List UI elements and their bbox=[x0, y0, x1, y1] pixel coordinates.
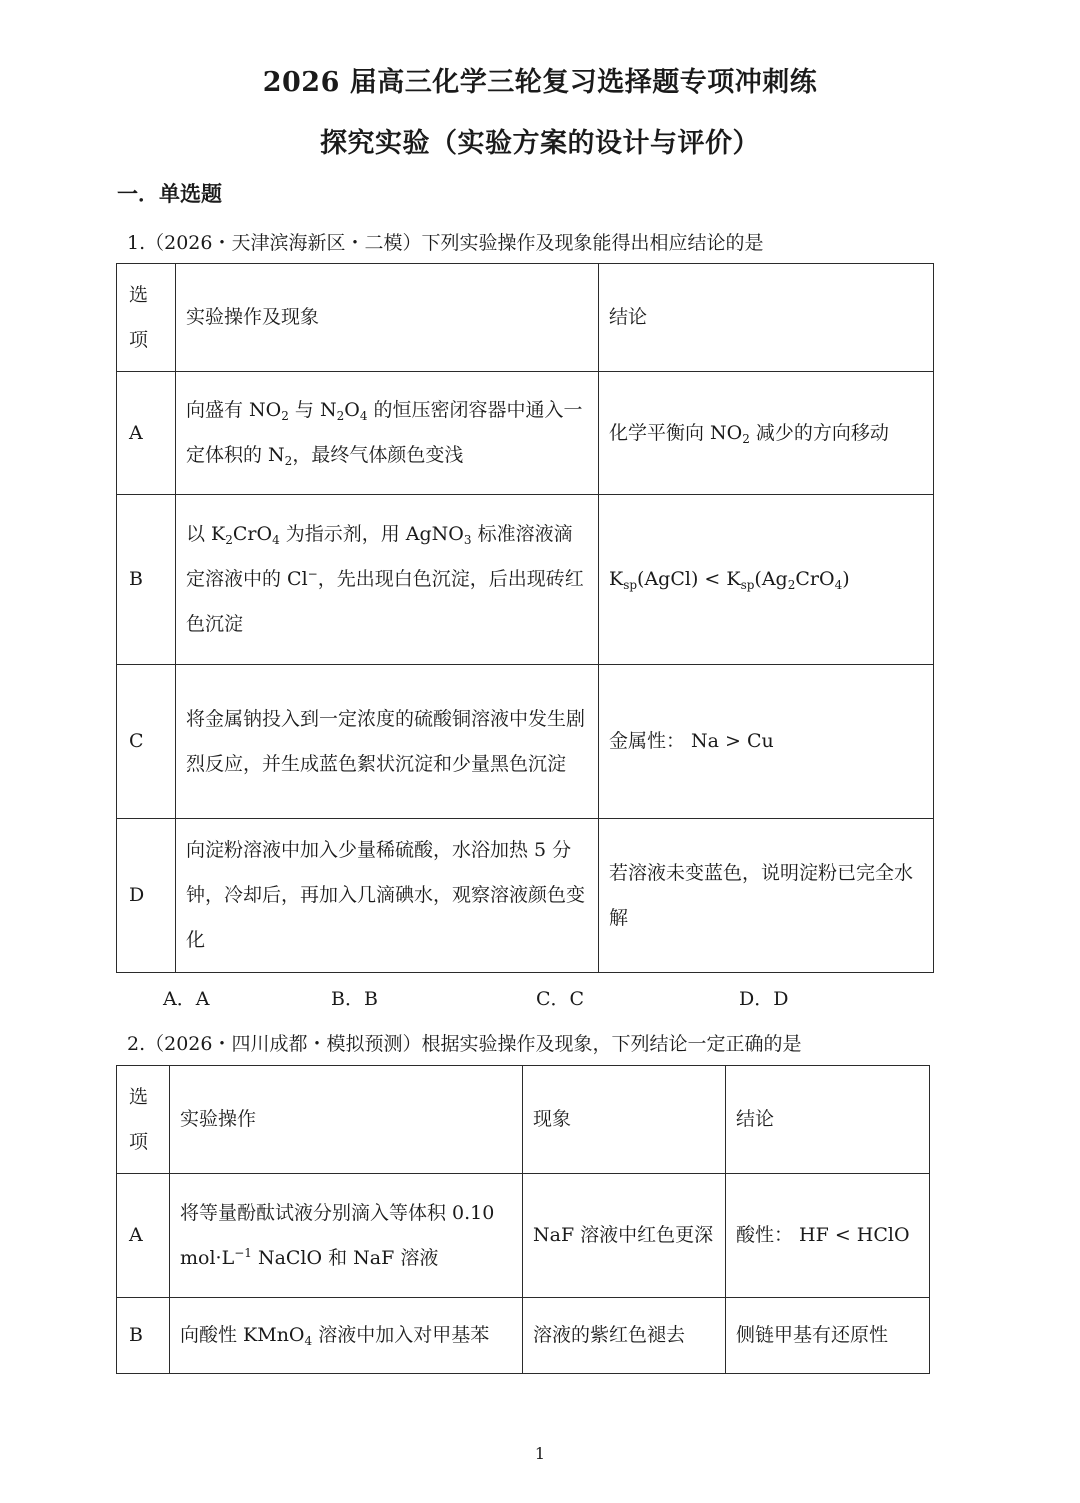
row-option: A bbox=[117, 372, 176, 495]
row-operation: 向酸性 KMnO$_4$ 溶液中加入对甲基苯 bbox=[170, 1298, 523, 1374]
row-conclusion: 金属性： Na > Cu bbox=[599, 665, 934, 819]
row-operation: 以 $K_2CrO_4$ 为指示剂，用 AgNO$_3$ 标准溶液滴定溶液中的 Cl−，先出现白色沉淀，后出现砖红色沉淀 bbox=[176, 495, 599, 665]
table-row bbox=[117, 665, 934, 819]
table-row bbox=[117, 372, 934, 495]
header-option: 选项 bbox=[117, 1066, 170, 1174]
question-2-table bbox=[116, 1065, 930, 1374]
row-option: A bbox=[117, 1174, 170, 1298]
row-option: B bbox=[117, 495, 176, 665]
row-phenomenon: NaF 溶液中红色更深 bbox=[523, 1174, 726, 1298]
row-phenomenon: 溶液的紫红色褪去 bbox=[523, 1298, 726, 1374]
question-1-table bbox=[116, 263, 934, 973]
question-2-stem: 2.（2026・四川成都・模拟预测）根据实验操作及现象，下列结论一定正确的是 bbox=[127, 1033, 802, 1055]
row-conclusion: 若溶液未变蓝色，说明淀粉已完全水解 bbox=[599, 819, 934, 973]
section-heading: 一．单选题 bbox=[117, 181, 222, 206]
row-option: D bbox=[117, 819, 176, 973]
row-operation: 将等量酚酞试液分别滴入等体积 0.10 $mol\cdot L^{-1}$ NaClO 和 NaF 溶液 bbox=[170, 1174, 523, 1298]
header-option: 选项 bbox=[117, 264, 176, 372]
row-conclusion: 侧链甲基有还原性 bbox=[726, 1298, 930, 1374]
choice-b[interactable]: B．B bbox=[331, 988, 378, 1010]
header-operation: 实验操作 bbox=[170, 1066, 523, 1174]
table-header-row bbox=[117, 264, 934, 372]
title-line-2: 探究实验（实验方案的设计与评价） bbox=[320, 128, 760, 159]
row-operation: 向淀粉溶液中加入少量稀硫酸，水浴加热 5 分钟，冷却后，再加入几滴碘水，观察溶液颜色变化 bbox=[176, 819, 599, 973]
table-row bbox=[117, 495, 934, 665]
header-operation: 实验操作及现象 bbox=[176, 264, 599, 372]
row-operation: 向盛有 $NO_2$ 与 $N_2O_4$ 的恒压密闭容器中通入一定体积的 $N_2$，最终气体颜色变浅 bbox=[176, 372, 599, 495]
header-conclusion: 结论 bbox=[599, 264, 934, 372]
header-phenomenon: 现象 bbox=[523, 1066, 726, 1174]
table-row bbox=[117, 1174, 930, 1298]
row-conclusion: $K_{sp}(AgCl) < K_{sp}(Ag_2CrO_4)$ bbox=[599, 495, 934, 665]
title-line-1: 2026 届高三化学三轮复习选择题专项冲刺练 bbox=[262, 67, 818, 98]
choice-d[interactable]: D．D bbox=[739, 988, 789, 1010]
row-conclusion: 酸性： HF < HClO bbox=[726, 1174, 930, 1298]
question-1-stem: 1.（2026・天津滨海新区・二模）下列实验操作及现象能得出相应结论的是 bbox=[127, 232, 764, 254]
table-row bbox=[117, 1298, 930, 1374]
row-option: B bbox=[117, 1298, 170, 1374]
page-number: 1 bbox=[534, 1444, 546, 1463]
table-row bbox=[117, 819, 934, 973]
choice-a[interactable]: A．A bbox=[163, 988, 210, 1010]
row-conclusion: 化学平衡向 $NO_2$ 减少的方向移动 bbox=[599, 372, 934, 495]
row-operation: 将金属钠投入到一定浓度的硫酸铜溶液中发生剧烈反应，并生成蓝色絮状沉淀和少量黑色沉淀 bbox=[176, 665, 599, 819]
choice-c[interactable]: C．C bbox=[536, 988, 585, 1010]
table-header-row bbox=[117, 1066, 930, 1174]
header-conclusion: 结论 bbox=[726, 1066, 930, 1174]
row-option: C bbox=[117, 665, 176, 819]
